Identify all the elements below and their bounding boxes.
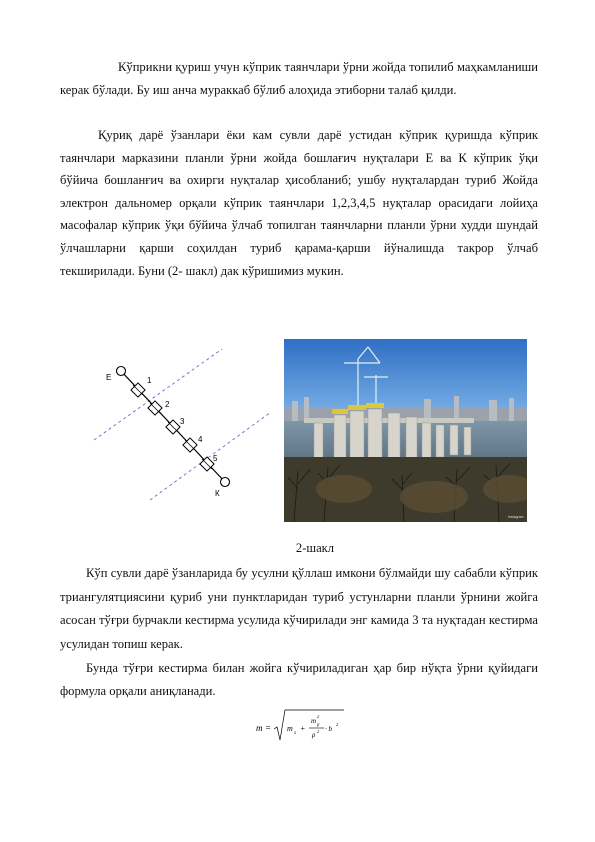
bridge-construction-photo bbox=[284, 339, 527, 522]
point-e-marker bbox=[117, 367, 126, 376]
label-pier-1: 1 bbox=[147, 376, 152, 385]
label-point-k: К bbox=[215, 489, 220, 498]
label-pier-3: 3 bbox=[180, 417, 185, 426]
dashed-boundary-upper bbox=[94, 349, 222, 440]
label-pier-4: 4 bbox=[198, 435, 203, 444]
pier-marker-5 bbox=[200, 457, 214, 471]
paragraph-formula-intro: Бунда тўғри кестирма билан жойга кўчириладиган ҳар бир нўқта ўрни қуйидаги формула орқали аниқланади. bbox=[60, 661, 538, 698]
formula-denominator: ρ bbox=[312, 731, 316, 739]
point-k-marker bbox=[221, 478, 230, 487]
bridge-axis-diagram bbox=[88, 338, 278, 510]
error-formula bbox=[254, 706, 350, 746]
label-pier-2: 2 bbox=[165, 400, 170, 409]
formula-term-a-sub: s bbox=[294, 731, 296, 736]
formula-lhs: m bbox=[256, 723, 263, 733]
formula-radical bbox=[274, 710, 344, 740]
paragraph-triangulation: Кўп сувли дарё ўзанларида бу усулни қўллаш имкони бўлмайди шу сабабли кўприк триангулятциясини қуриб уни пунктларидан туриб устунларни планли ўрнини жойга асосан тўғри бурчакли кестирма усулида кўчирилади энг камида 3 та нуқтадан кестирма усулидан топиш керак. bbox=[60, 566, 538, 651]
label-point-e: Е bbox=[106, 373, 112, 382]
paragraph-dry-river-method: Қуриқ дарё ўзанлари ёки кам сувли дарё устидан кўприк қуришда кўприк таянчлари марказини планли ўрни жойда бошлағич нуқталари Е ва К кўприк ўқи бўйича бошланғич ва охирги нуқталар ҳисобланиб; ушбу нуқталардан туриб Жойда электрон дальномер орқали кўприк таянчлари 1,2,3,4,5 нуқталар орасидаги лойиҳа масофалар кўприк ўқи бўйича ўлчаб топилган таянчларни планли ўрни худди шундай ўлчашларни қарши соҳилдан туриб қарама-қарши йўналишда такрор ўлчаб текширилади. Буни (2- шакл) дак кўришимиз мукин. bbox=[60, 128, 538, 278]
formula-equals: = bbox=[265, 723, 272, 733]
formula-plus: + bbox=[300, 724, 306, 733]
formula-numerator-sub: β bbox=[317, 722, 320, 727]
formula-tail-sup: 2 bbox=[336, 722, 339, 727]
label-pier-5: 5 bbox=[213, 454, 218, 463]
pier-marker-2 bbox=[148, 401, 162, 415]
formula-denominator-sup: 2 bbox=[317, 729, 320, 734]
formula-numerator-sup: 2 bbox=[317, 714, 320, 719]
formula-tail: · b bbox=[325, 725, 332, 733]
photo-credit: Instagram bbox=[508, 515, 524, 519]
pier-marker-1 bbox=[131, 383, 145, 397]
pier-marker-4 bbox=[183, 438, 197, 452]
figure-caption: 2-шакл bbox=[295, 541, 335, 555]
pier-marker-3 bbox=[166, 420, 180, 434]
formula-numerator: m bbox=[311, 717, 317, 725]
formula-term-a: m bbox=[287, 724, 293, 733]
paragraph-intro: Кўприкни қуриш учун кўприк таянчлари ўрни жойда топилиб маҳкамланиши керак бўлади. Бу иш анча мураккаб бўлиб алоҳида этиборни талаб қилди. bbox=[60, 60, 538, 97]
